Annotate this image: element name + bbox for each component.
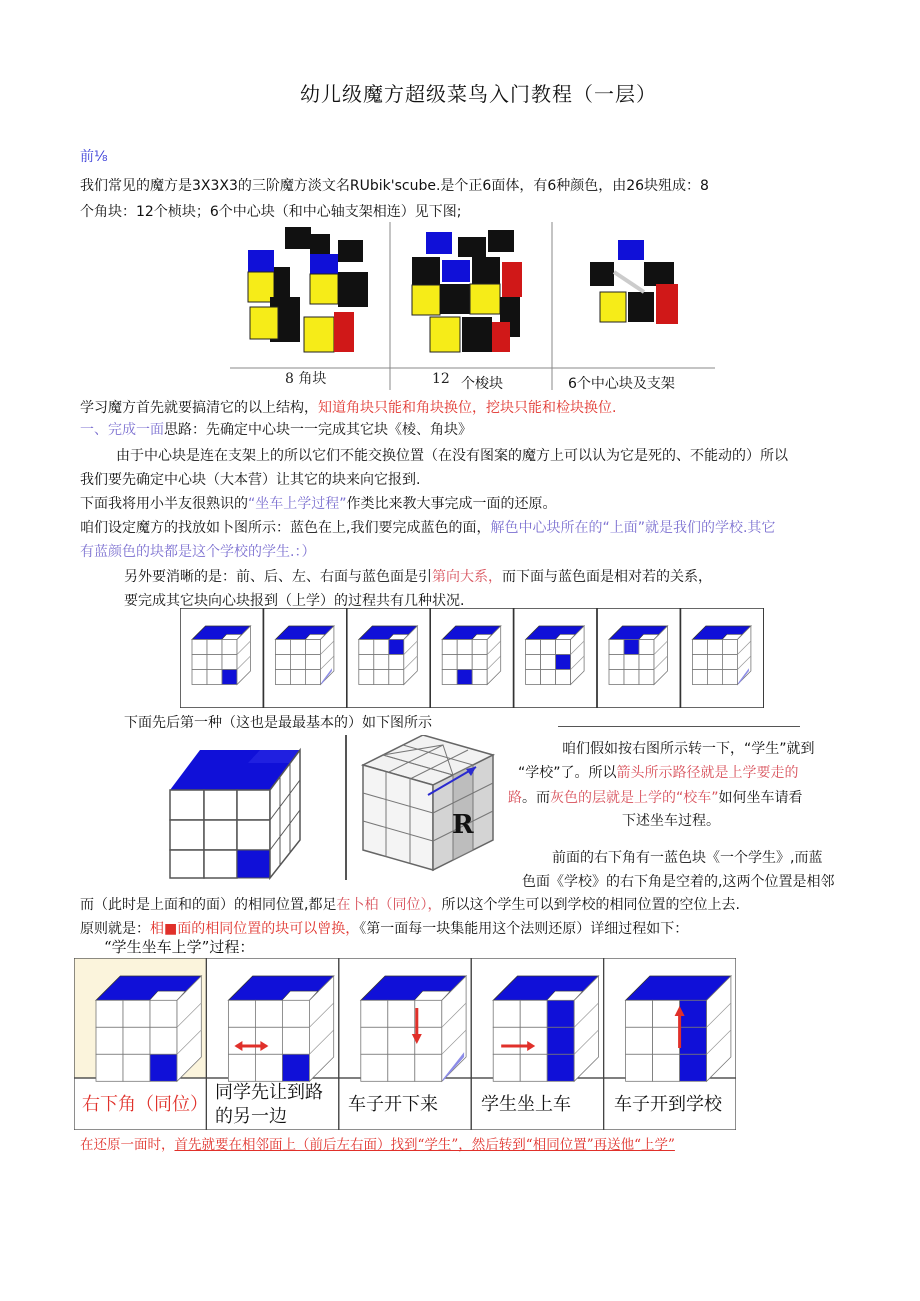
center-pieces-image [590, 240, 678, 324]
step-label-1: 右下角（同位） [82, 1094, 208, 1115]
text-run: 学习魔方首先就要搞清它的以上结构， [80, 400, 318, 416]
paragraph-line [518, 762, 799, 784]
footer-note [80, 1133, 675, 1153]
text-run: 思路：先确定中心块一一完成其它块《棱、角块》 [164, 422, 472, 438]
section-heading [80, 419, 472, 441]
text-run: 原则就是： [80, 921, 150, 937]
caption-edges: 个梭块 [461, 376, 503, 392]
text-run: “学校”了。所以 [518, 765, 617, 781]
cube-diagram [609, 626, 668, 685]
highlight-text: 相■面的相同位置的块可以曾换， [150, 921, 360, 937]
text-run: 咱们设定魔方的找放如卜图所示：蓝色在上,我们要完成蓝色的面， [80, 520, 491, 536]
process-title: “学生坐车上学”过程： [104, 938, 255, 956]
paragraph-line [80, 894, 740, 916]
divider [345, 735, 347, 880]
section-heading-intro: 前⅛ [80, 149, 108, 165]
caption-edges-number: 12 [432, 371, 450, 387]
basic-case-cube [160, 735, 340, 880]
highlight-text: 路 [508, 790, 522, 806]
highlight-text: “坐车上学过程” [248, 496, 347, 512]
highlight-text: 箭头所示路径就是上学要走的 [616, 765, 799, 781]
edge-pieces-image [412, 230, 522, 352]
situations-strip [180, 608, 764, 708]
paragraph-line: 我们常见的魔方是3X3X3的三阶魔方淡文名RUbik'scube.是个正6面体，有6种颜色，由26块殂成：8 [80, 178, 709, 194]
paragraph-line: 我们要先确定中心块（大本营）让其它的块来向它报到. [80, 472, 421, 488]
cube-diagram [275, 626, 334, 685]
cube-diagram [493, 976, 598, 1081]
step-label-2: 同学先让到路的另一边 [215, 1082, 323, 1127]
highlight-text: 解色中心块所在的“上面”就是我们的学校.其它 [490, 520, 776, 536]
highlight-text: 灰色的层就是上学的“校车” [550, 790, 719, 806]
paragraph-line: 个角块：12个桢块；6个中心块（和中心轴支架相连）见下图; [80, 204, 462, 220]
paragraph-line [508, 787, 803, 809]
text-run: 《第一面每一块集能用这个法则还原）详细过程如下： [359, 921, 689, 937]
corner-pieces-image [248, 227, 368, 352]
highlight-text: 首先就要在相邻面上（前后左右面）找到“学生”，然后转到“相同位置”再送他“上学” [174, 1137, 675, 1153]
paragraph-line: 咱们假如按右图所示转一下，“学生”就到 [562, 741, 815, 757]
paragraph-line [80, 517, 775, 539]
step-label-5: 车子开到学校 [614, 1094, 722, 1115]
cube-diagram [361, 976, 466, 1081]
highlight-text: 知道角块只能和角块换位，挖块只能和检块换位. [318, 400, 617, 416]
paragraph-line: 前面的右下角有一蓝色块《一个学生》,而蓝 [552, 850, 823, 866]
text-run: 在还原一面时， [80, 1137, 175, 1153]
text-run: 而下面与蓝色面是相对若的关系， [502, 569, 712, 585]
page-title: 幼儿级魔方超级菜鸟入门教程（一层） [300, 82, 657, 106]
paragraph-line [124, 566, 712, 588]
paragraph-line: 由于中心块是连在支架上的所以它们不能交换位置（在没有图案的魔方上可以认为它是死的、不能动的）所以 [116, 448, 788, 464]
cube-diagram [192, 626, 251, 685]
paragraph-line: 下面先后第一种（这也是最最基本的）如下图所示 [124, 715, 432, 731]
divider [558, 726, 800, 727]
cube-diagram [526, 626, 585, 685]
text-run: 所以这个学生可以到学校的相同位置的空位上去. [441, 897, 740, 913]
cube-diagram [228, 976, 333, 1081]
r-move-label: R [452, 810, 474, 840]
text-run: 另外要消晰的是：前、后、左、右面与蓝色面是引 [124, 569, 432, 585]
highlight-text: 在卜柏（同位）， [336, 897, 442, 913]
r-turn-cube [358, 735, 508, 875]
cube-diagram [692, 626, 751, 685]
caption-corners: 8 角块 [285, 371, 327, 387]
paragraph-line: 要完成其它块向心块报到（上学）的过程共有几种状况. [124, 593, 465, 609]
cube-diagram [359, 626, 418, 685]
paragraph-line [80, 397, 616, 419]
paragraph-line: 有蓝颜色的块都是这个学校的学生.：） [80, 544, 316, 560]
paragraph-line: 色面《学校》的右下角是空着的,这两个位置是相邻 [522, 874, 835, 890]
cube-structure-figure [230, 222, 715, 392]
step-label-4: 学生坐上车 [481, 1094, 571, 1115]
paragraph-line [80, 493, 557, 515]
highlight-text: 第向大系， [432, 569, 502, 585]
text-run: 下面我将用小半友很熟识的 [80, 496, 248, 512]
text-run: 。而 [522, 790, 550, 806]
text-run: 作类比来教大事完成一面的还原。 [346, 496, 557, 512]
step-label-3: 车子开下来 [348, 1094, 438, 1115]
section-number: 一、完成一面 [80, 422, 164, 438]
cube-diagram [442, 626, 501, 685]
caption-centers: 6个中心块及支架 [568, 376, 675, 392]
cube-diagram [96, 976, 201, 1081]
text-run: 而（此时是上面和的面）的相同位置,都足 [80, 897, 337, 913]
text-run: 如何坐车请看 [718, 790, 803, 806]
paragraph-line: 下述坐车过程。 [622, 813, 720, 829]
